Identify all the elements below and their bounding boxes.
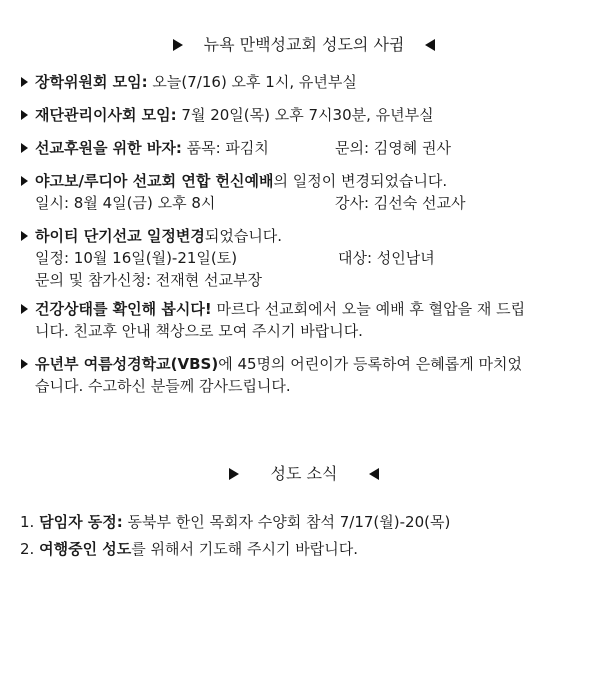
news-title: 성도 소식 <box>270 464 338 483</box>
announcement-item <box>20 353 590 397</box>
announcement-heading: 선교후원을 위한 바자: <box>35 139 182 157</box>
announcement-text: 마르다 선교회에서 오늘 예배 후 혈압을 재 드립 <box>211 300 526 318</box>
page-title: 뉴욕 만백성교회 성도의 사귐 <box>203 35 405 54</box>
news-text: 동북부 한인 목회자 수양회 참석 7/17(월)-20(목) <box>122 513 451 531</box>
announcement-text: 에 45명의 어린이가 등록하여 은혜롭게 마치었 <box>218 355 522 373</box>
bullet-triangle-icon <box>21 231 28 241</box>
news-list <box>20 511 590 565</box>
announcement-contact: 문의: 김영혜 권사 <box>335 139 452 157</box>
news-text: 를 위해서 기도해 주시기 바랍니다. <box>131 540 358 558</box>
news-number: 1. <box>20 513 35 531</box>
announcement-item <box>20 298 590 342</box>
left-triangle-icon <box>369 468 379 480</box>
right-triangle-icon <box>229 468 239 480</box>
announcement-heading: 건강상태를 확인해 봅시다! <box>35 300 212 318</box>
bullet-triangle-icon <box>21 176 28 186</box>
left-triangle-icon <box>425 39 435 51</box>
news-item <box>20 538 590 560</box>
announcement-text: 의 일정이 변경되었습니다. <box>273 172 448 190</box>
bullet-triangle-icon <box>21 143 28 153</box>
news-heading: 여행중인 성도 <box>39 540 132 558</box>
announcement-item <box>20 104 590 126</box>
news-header <box>0 464 608 484</box>
news-heading: 담임자 동정: <box>39 513 123 531</box>
announcement-list <box>20 71 590 408</box>
bullet-triangle-icon <box>21 110 28 120</box>
right-triangle-icon <box>173 39 183 51</box>
announcement-text: 7월 20일(목) 오후 7시30분, 유년부실 <box>176 106 434 124</box>
announcement-item <box>20 225 590 291</box>
announcement-detail: 일시: 8월 4일(금) 오후 8시 <box>35 194 216 212</box>
announcement-item <box>20 137 590 159</box>
announcement-text: 품목: 파김치 <box>181 139 269 157</box>
announcement-detail: 니다. 친교후 안내 책상으로 모여 주시기 바랍니다. <box>35 322 363 340</box>
announcement-item <box>20 170 590 214</box>
announcement-detail: 습니다. 수고하신 분들께 감사드립니다. <box>35 377 291 395</box>
announcement-text: 오늘(7/16) 오후 1시, 유년부실 <box>147 73 357 91</box>
news-number: 2. <box>20 540 35 558</box>
announcement-heading: 하이티 단기선교 일정변경 <box>35 227 205 245</box>
bullet-triangle-icon <box>21 77 28 87</box>
announcement-detail: 일정: 10월 16일(월)-21일(토) <box>35 249 238 267</box>
announcement-speaker: 강사: 김선숙 선교사 <box>335 194 466 212</box>
announcement-heading: 야고보/루디아 선교회 연합 헌신예배 <box>35 172 274 190</box>
bullet-triangle-icon <box>21 304 28 314</box>
announcement-target: 대상: 성인남녀 <box>338 249 435 267</box>
announcement-detail: 문의 및 참가신청: 전재현 선교부장 <box>35 271 262 289</box>
news-item <box>20 511 590 533</box>
announcement-heading: 재단관리이사회 모임: <box>35 106 177 124</box>
announcement-text: 되었습니다. <box>204 227 283 245</box>
announcement-heading: 장학위원회 모임: <box>35 73 148 91</box>
announcement-heading: 유년부 여름성경학교(VBS) <box>35 355 219 373</box>
announcement-item <box>20 71 590 93</box>
bullet-triangle-icon <box>21 359 28 369</box>
page-header <box>0 35 608 55</box>
